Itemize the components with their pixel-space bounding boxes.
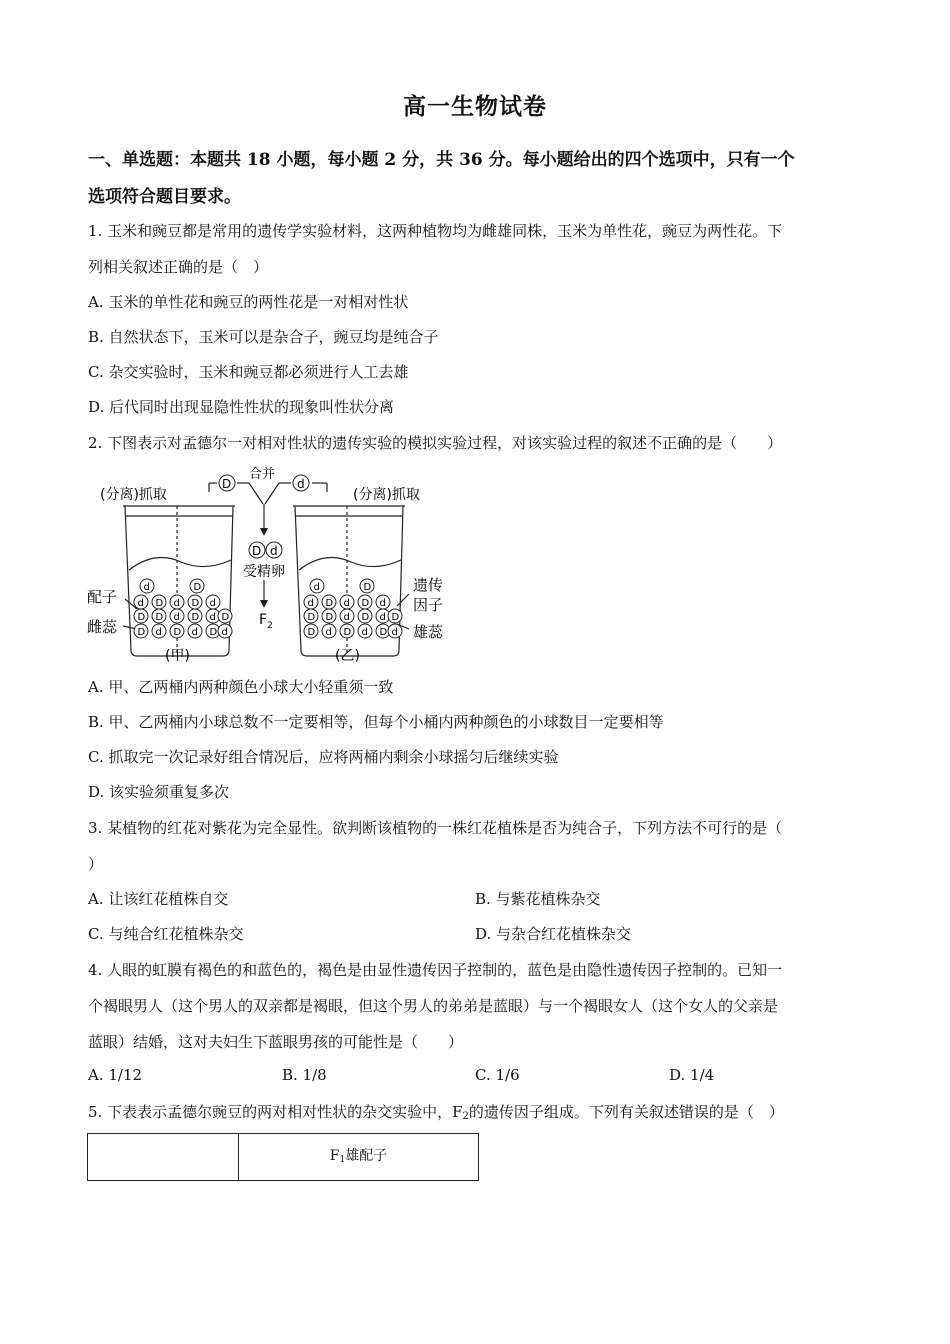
- label-jia: (甲): [165, 648, 190, 664]
- gamete-ball-label: D: [361, 598, 370, 609]
- q5-table-corner-cell: [88, 1134, 239, 1180]
- gamete-ball-label: d: [155, 627, 162, 638]
- svg-text:d: d: [297, 477, 305, 491]
- q4-option-b: B. 1/8: [282, 1066, 327, 1084]
- q1-option-c: C. 杂交实验时，玉米和豌豆都必须进行人工去雄: [88, 363, 409, 381]
- gamete-ball-label: d: [379, 612, 386, 623]
- q3-stem-line1: 3. 某植物的红花对紫花为完全显性。欲判断该植物的一株红花植株是否为纯合子，下列方法不可行的是（: [88, 819, 783, 837]
- left-bucket-balls: [134, 579, 232, 638]
- q2-option-d: D. 该实验须重复多次: [88, 783, 230, 801]
- q4-option-d: D. 1/4: [669, 1066, 715, 1084]
- q3-option-b: B. 与紫花植株杂交: [475, 890, 601, 908]
- gamete-ball-label: d: [209, 612, 216, 623]
- q4-stem-line2: 个褐眼男人（这个男人的双亲都是褐眼，但这个男人的弟弟是蓝眼）与一个褐眼女人（这个女人的父亲是: [88, 997, 779, 1015]
- q4-stem-line3: 蓝眼）结婚，这对夫妇生下蓝眼男孩的可能性是（ ）: [88, 1033, 464, 1051]
- q1-option-b: B. 自然状态下，玉米可以是杂合子，豌豆均是纯合子: [88, 328, 439, 346]
- q3-option-c: C. 与纯合红花植株杂交: [88, 925, 244, 943]
- q5-table-header-male-gamete: $F_1$雄配子: [329, 1148, 388, 1165]
- gamete-ball-label: D: [391, 612, 400, 623]
- gamete-ball-label: D: [325, 612, 334, 623]
- gamete-ball-label: d: [191, 627, 198, 638]
- q4-option-c: C. 1/6: [475, 1066, 520, 1084]
- gamete-ball-label: d: [143, 582, 150, 593]
- q2-stem: 2. 下图表示对孟德尔一对相对性状的遗传实验的模拟实验过程，对该实验过程的叙述不正确的是（ ）: [88, 434, 783, 452]
- label-yi: (乙): [335, 648, 360, 664]
- label-separate-right: (分离)抓取: [353, 487, 420, 503]
- gamete-ball-label: d: [379, 598, 386, 609]
- gamete-ball-label: D: [155, 612, 164, 623]
- gamete-ball-label: D: [307, 627, 316, 638]
- gamete-ball-label: d: [221, 627, 228, 638]
- q3-option-d: D. 与杂合红花植株杂交: [475, 925, 632, 943]
- q2-option-a: A. 甲、乙两桶内两种颜色小球大小轻重须一致: [88, 678, 394, 696]
- gamete-ball-label: d: [343, 598, 350, 609]
- q3-stem-line2: ）: [88, 855, 104, 873]
- page-title: 高一生物试卷: [403, 93, 547, 120]
- svg-text:D: D: [222, 477, 232, 491]
- q2-option-b: B. 甲、乙两桶内小球总数不一定要相等，但每个小桶内两种颜色的小球数目一定要相等: [88, 713, 664, 731]
- q1-stem-line1: 1. 玉米和豌豆都是常用的遗传学实验材料，这两种植物均为雌雄同株，玉米为单性花，豌豆为两性花。下: [88, 222, 783, 240]
- gamete-ball-label: D: [325, 598, 334, 609]
- label-f2: $F_2$: [259, 612, 273, 631]
- gamete-ball-label: d: [307, 598, 314, 609]
- section-heading-line2: 选项符合题目要求。: [88, 187, 241, 207]
- q4-stem-line1: 4. 人眼的虹膜有褐色的和蓝色的，褐色是由显性遗传因子控制的，蓝色是由隐性遗传因子控制的。已知一: [88, 961, 783, 979]
- gamete-ball-label: d: [361, 627, 368, 638]
- label-pistil: 雌蕊: [87, 618, 118, 636]
- gamete-ball-label: D: [173, 627, 182, 638]
- gamete-ball-label: D: [137, 612, 146, 623]
- gamete-ball-label: d: [343, 612, 350, 623]
- gamete-ball-label: D: [343, 627, 352, 638]
- q3-option-a: A. 让该红花植株自交: [88, 890, 229, 908]
- q4-option-a: A. 1/12: [88, 1066, 143, 1084]
- q1-option-a: A. 玉米的单性花和豌豆的两性花是一对相对性状: [88, 293, 409, 311]
- label-gamete: 配子: [87, 588, 118, 606]
- gamete-ball-label: D: [221, 612, 230, 623]
- label-factor-2: 因子: [413, 596, 444, 614]
- label-separate-left: (分离)抓取: [100, 487, 167, 503]
- gamete-ball-label: D: [379, 627, 388, 638]
- gamete-ball-label: D: [361, 612, 370, 623]
- gamete-ball-label: d: [209, 598, 216, 609]
- label-merge: 合并: [249, 467, 276, 482]
- gamete-ball-label: D: [191, 612, 200, 623]
- q2-simulation-figure: [85, 464, 445, 666]
- gamete-ball-label: d: [313, 582, 320, 593]
- gamete-ball-label: D: [307, 612, 316, 623]
- label-stamen: 雄蕊: [413, 623, 444, 641]
- gamete-ball-label: d: [173, 612, 180, 623]
- bucket-diagram: [85, 464, 445, 666]
- label-fertilized-egg: 受精卵: [243, 564, 285, 580]
- svg-text:d: d: [270, 544, 278, 558]
- label-factor-1: 遗传: [413, 576, 444, 594]
- gamete-ball-label: d: [173, 598, 180, 609]
- q5-table: [87, 1133, 479, 1181]
- q1-stem-line2: 列相关叙述正确的是（ ）: [88, 258, 269, 276]
- q5-stem: 5. 下表表示孟德尔豌豆的两对相对性状的杂交实验中，$F_2$的遗传因子组成。下列有关叙述错误的是（ ）: [88, 1103, 784, 1122]
- svg-text:D: D: [252, 544, 262, 558]
- q1-option-d: D. 后代同时出现显隐性性状的现象叫性状分离: [88, 398, 395, 416]
- gamete-ball-label: D: [193, 582, 202, 593]
- gamete-ball-label: D: [191, 598, 200, 609]
- q2-option-c: C. 抓取完一次记录好组合情况后，应将两桶内剩余小球摇匀后继续实验: [88, 748, 559, 766]
- right-bucket-balls: [304, 579, 402, 638]
- gamete-ball-label: d: [391, 627, 398, 638]
- gamete-ball-label: d: [325, 627, 332, 638]
- gamete-ball-label: D: [209, 627, 218, 638]
- section-heading-line1: 一、单选题：本题共 18 小题，每小题 2 分，共 36 分。每小题给出的四个选项中，只有一个: [88, 150, 795, 170]
- gamete-ball-label: D: [137, 627, 146, 638]
- gamete-ball-label: d: [137, 598, 144, 609]
- gamete-ball-label: D: [363, 582, 372, 593]
- gamete-ball-label: D: [155, 598, 164, 609]
